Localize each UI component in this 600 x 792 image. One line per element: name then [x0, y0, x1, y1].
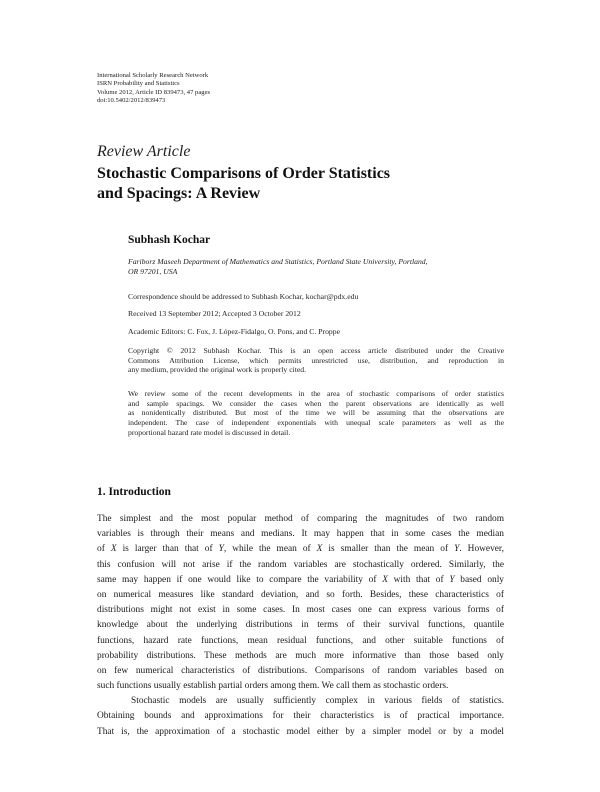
abstract-line: proportional hazard rate model is discussed in detail.	[128, 427, 291, 437]
correspondence: Correspondence should be addressed to Subhash Kochar, kochar@pdx.edu	[128, 292, 359, 301]
body-line: on numerical measures like standard deviation, and so forth. Besides, these characteristics of	[97, 589, 504, 600]
abstract-line: We review some of the recent developments in the area of stochastic comparisons of order statistics	[128, 389, 504, 398]
title-line-1: Stochastic Comparisons of Order Statistics	[97, 165, 391, 182]
journal-doi: doi:10.5402/2012/839473	[97, 97, 166, 105]
abstract-line: and sample spacings. We consider the cases when the parent observations are identically as well	[128, 398, 504, 408]
title-line-2: and Spacings: A Review	[97, 185, 261, 202]
body-line: The simplest and the most popular method of comparing the magnitudes of two random	[97, 514, 504, 524]
body-line: distributions might not exist in some cases. In most cases one can express various forms of	[97, 605, 504, 616]
copyright-line: Copyright © 2012 Subhash Kochar. This is an open access article distributed under the Creative	[128, 346, 504, 355]
body-line: functions, hazard rate functions, mean residual functions, and other suitable functions of	[97, 635, 504, 646]
copyright-line: any medium, provided the original work is properly cited.	[128, 365, 307, 375]
journal-volume: Volume 2012, Article ID 839473, 47 pages	[97, 88, 211, 96]
affiliation-line-2: OR 97201, USA	[128, 266, 178, 276]
body-line: knowledge about the underlying distributions in terms of their survival functions, quantile	[97, 620, 504, 631]
body-line: That is, the approximation of a stochastic model either by a simpler model or by a model	[97, 726, 504, 737]
body-line: such functions usually establish partial orders among them. We call them as stochastic orders.	[97, 681, 449, 692]
academic-editors: Academic Editors: C. Fox, J. López-Fidalgo, O. Pons, and C. Proppe	[128, 327, 341, 336]
body-line: of X is larger than that of Y, while the mean of X is smaller than the mean of Y. However,	[97, 544, 504, 555]
journal-subtitle: ISRN Probability and Statistics	[97, 80, 180, 88]
body-line: Obtaining bounds and approximations for their characteristics is of practical importance.	[97, 711, 504, 722]
copyright-notice	[128, 346, 504, 375]
abstract	[128, 389, 504, 438]
author-name: Subhash Kochar	[128, 234, 211, 246]
section-heading-introduction: 1. Introduction	[97, 486, 171, 498]
journal-name: International Scholarly Research Network	[97, 72, 209, 79]
article-type: Review Article	[97, 143, 191, 160]
body-line: variables is through their means and medians. It may happen that in some cases the median	[97, 529, 504, 540]
affiliation-line-1: Fariborz Maseeh Department of Mathematics and Statistics, Portland State University, Portland,	[128, 257, 428, 266]
copyright-line: Commons Attribution License, which permits unrestricted use, distribution, and reproduction in	[128, 355, 504, 365]
received-dates: Received 13 September 2012; Accepted 3 October 2012	[128, 309, 301, 318]
affiliation	[128, 257, 504, 276]
body-line: this confusion will not arise if the random variables are stochastically ordered. Similarly, the	[97, 559, 504, 570]
introduction-body	[97, 512, 504, 740]
article-title	[97, 164, 517, 204]
journal-header	[97, 72, 210, 106]
body-line: on few numerical characteristics of distributions. Comparisons of random variables based on	[97, 665, 504, 676]
body-line: Stochastic models are usually sufficiently complex in various fields of statistics.	[131, 696, 504, 707]
body-line: probability distributions. These methods are much more informative than those based only	[97, 650, 504, 661]
abstract-line: independent. The case of independent exponentials with unequal scale parameters as well as the	[128, 418, 504, 428]
abstract-line: as nonidentically distributed. But most of the time we will be assuming that the observations are	[128, 408, 504, 418]
body-line: same may happen if one would like to compare the variability of X with that of Y based only	[97, 574, 504, 585]
